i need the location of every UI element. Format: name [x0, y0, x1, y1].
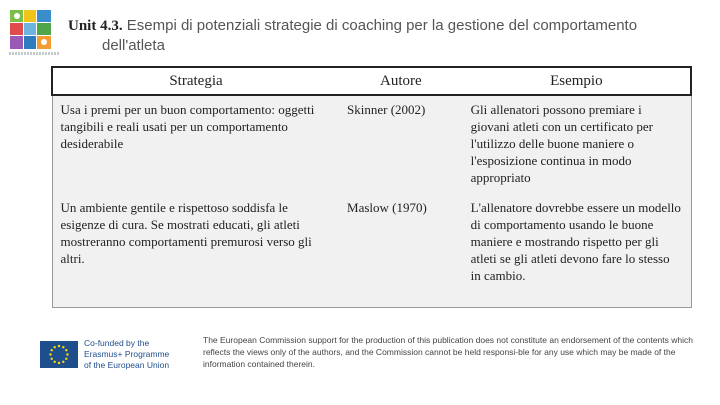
cell-esempio: L'allenatore dovrebbe essere un modello di comportamento usando le buone maniere e mostrando rispetto per gli atleti se gli atleti devono fare lo stesso in cambio.	[463, 194, 691, 308]
unit-number: Unit 4.3.	[68, 18, 123, 34]
title-line-1: Esempi di potenziali strategie di coaching per la gestione del comportamento	[126, 17, 638, 34]
column-header-esempio: Esempio	[463, 67, 691, 95]
eu-line-1: Co-funded by the	[84, 338, 150, 348]
eu-cofunded-label	[84, 338, 204, 371]
eu-line-2: Erasmus+ Programme	[84, 349, 170, 359]
cell-esempio: Gli allenatori possono premiare i giovani atleti con un certificato per l'utilizzo delle buone maniere o l'esposizione continua in modo appropriato	[463, 95, 691, 194]
logo-caption	[9, 52, 59, 55]
title-line-2: dell'atleta	[102, 37, 165, 54]
cell-autore: Maslow (1970)	[339, 194, 463, 308]
cell-strategia: Usa i premi per un buon comportamento: oggetti tangibili e reali usati per un comportamento desiderabile	[52, 95, 339, 194]
eu-flag-icon	[40, 341, 78, 368]
table-row	[52, 194, 691, 308]
column-header-strategia: Strategia	[52, 67, 339, 95]
table-header-row	[52, 67, 691, 95]
eu-disclaimer: The European Commission support for the production of this publication does not constitute an endorsement of the contents which reflects the views only of the authors, and the Commission cannot be held responsi-ble for any use which may be made of the information contained therein.	[203, 335, 693, 369]
cell-strategia: Un ambiente gentile e rispettoso soddisfa le esigenze di cura. Se mostrati educati, gli atleti mostreranno comportamenti premurosi verso gli altri.	[52, 194, 339, 308]
column-header-autore: Autore	[339, 67, 463, 95]
page-title	[68, 16, 668, 56]
strategies-table	[51, 66, 692, 308]
eu-line-3: of the European Union	[84, 360, 170, 370]
cell-autore: Skinner (2002)	[339, 95, 463, 194]
table-row	[52, 95, 691, 194]
